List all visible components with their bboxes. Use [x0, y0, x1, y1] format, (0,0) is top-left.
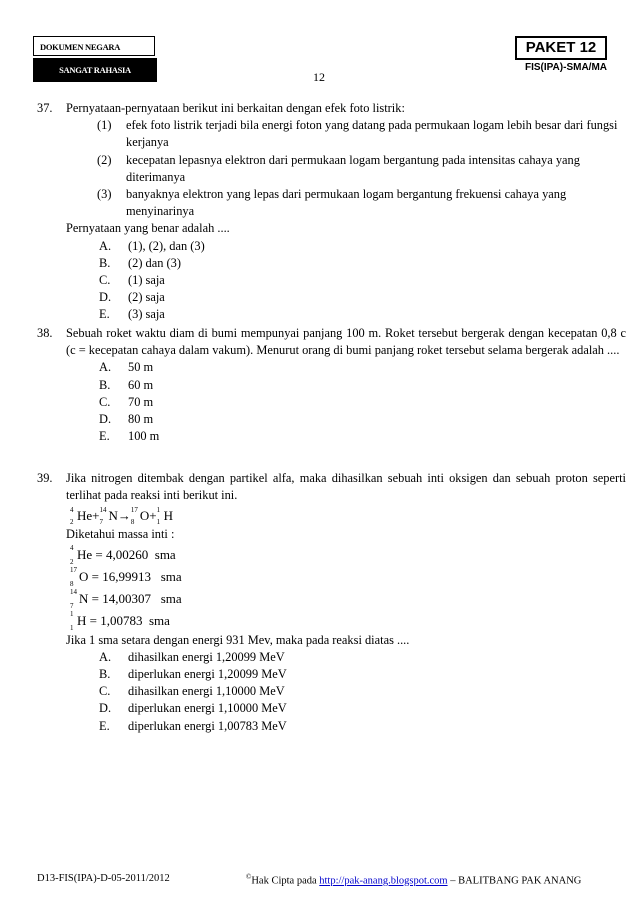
- atomic-number: 8: [130, 518, 135, 527]
- mass-value: = 4,00260: [95, 546, 149, 562]
- element-symbol: N: [79, 590, 89, 606]
- element-symbol: N: [108, 508, 118, 524]
- option-text: dihasilkan energi 1,20099 MeV: [128, 649, 285, 664]
- mass-number: 1: [156, 506, 161, 515]
- blog-link[interactable]: http://pak-anang.blogspot.com: [319, 875, 448, 887]
- mass-number: 14: [70, 587, 77, 596]
- element-symbol: H: [163, 508, 174, 524]
- option-letter: C.: [99, 684, 111, 699]
- mass-intro: Diketahui massa inti :: [66, 527, 175, 542]
- nuclide-he: [70, 544, 92, 566]
- element-symbol: O: [79, 568, 89, 584]
- atomic-number: 8: [70, 579, 74, 588]
- header-dokumen-negara: DOKUMEN NEGARA: [33, 36, 155, 56]
- atomic-number: 2: [70, 518, 74, 527]
- mass-number: 1: [70, 609, 74, 618]
- copyright-text: Hak Cipta pada: [251, 875, 317, 887]
- option-d: [66, 411, 626, 428]
- statement-1: [66, 117, 626, 151]
- option-b: [66, 377, 626, 394]
- option-b: [66, 255, 626, 272]
- reaction-arrow: →: [117, 508, 131, 524]
- option-d: [66, 700, 626, 717]
- statement-text: banyaknya elektron yang lepas dari permukaan logam bergantung frekuensi cahaya yang menyinarinya: [126, 187, 567, 219]
- option-letter: E.: [99, 307, 110, 322]
- option-text: (2) saja: [128, 290, 165, 305]
- option-letter: E.: [99, 429, 110, 444]
- mass-row-o: [66, 566, 626, 588]
- header-sangat-rahasia: SANGAT RAHASIA: [33, 58, 157, 82]
- question-text: Pernyataan-pernyataan berikut ini berkaitan dengan efek foto listrik:: [66, 101, 405, 115]
- statement-text: kecepatan lepasnya elektron dari permukaan logam bergantung pada intensitas cahaya yang diterimanya: [126, 152, 580, 184]
- mass-value: = 1,00783: [89, 612, 143, 628]
- mass-value: = 16,99913: [91, 568, 151, 584]
- option-letter: D.: [99, 412, 112, 427]
- option-text: diperlukan energi 1,10000 MeV: [128, 701, 287, 716]
- nuclide-he: [70, 506, 92, 526]
- option-text: diperlukan energi 1,00783 MeV: [128, 718, 287, 733]
- subject-code: FIS(IPA)-SMA/MA: [524, 62, 607, 73]
- element-symbol: O: [139, 508, 150, 524]
- option-a: [66, 359, 626, 376]
- atomic-number: 7: [70, 601, 74, 610]
- mass-number: 17: [70, 565, 77, 574]
- option-letter: B.: [99, 377, 111, 392]
- question-prompt: Pernyataan yang benar adalah ....: [66, 221, 230, 236]
- mass-number: 4: [70, 543, 74, 552]
- question-number: 38.: [37, 326, 53, 340]
- option-a: [66, 238, 626, 255]
- option-letter: A.: [99, 649, 112, 664]
- atomic-number: 2: [70, 557, 74, 566]
- nuclide-h: [157, 506, 173, 526]
- option-text: 80 m: [128, 412, 154, 427]
- nuclide-n: [100, 506, 118, 526]
- mass-row-he: [66, 544, 626, 566]
- plus-sign: +: [92, 508, 100, 524]
- mass-row-n: [66, 588, 626, 610]
- option-e: [66, 718, 626, 735]
- question-text: Jika nitrogen ditembak dengan partikel alfa, maka dihasilkan sebuah inti oksigen dan sebuah proton seperti terlihat pada reaksi inti berikut ini.: [66, 471, 626, 503]
- nuclide-n: [70, 588, 88, 610]
- question-prompt: Jika 1 sma setara dengan energi 931 Mev, maka pada reaksi diatas ....: [66, 632, 410, 647]
- option-letter: A.: [99, 238, 112, 253]
- page-number: 12: [313, 70, 325, 84]
- statement-3: [66, 186, 626, 220]
- option-e: [66, 306, 626, 323]
- mass-row-h: [66, 610, 626, 632]
- option-text: (3) saja: [128, 307, 165, 322]
- mass-number: 4: [70, 506, 74, 515]
- option-letter: D.: [99, 290, 112, 305]
- mass-unit: sma: [148, 612, 170, 628]
- copyright-symbol: ©: [246, 873, 252, 881]
- option-letter: A.: [99, 360, 112, 375]
- option-text: 70 m: [128, 394, 154, 409]
- document-code: D13-FIS(IPA)-D-05-2011/2012: [37, 873, 170, 884]
- mass-number: 17: [130, 506, 138, 515]
- option-letter: E.: [99, 718, 110, 733]
- atomic-number: 7: [99, 518, 104, 527]
- option-a: [66, 649, 626, 666]
- mass-value: = 14,00307: [91, 590, 151, 606]
- mass-unit: sma: [154, 546, 176, 562]
- option-letter: C.: [99, 394, 111, 409]
- statement-number: (2): [97, 152, 112, 167]
- mass-unit: sma: [160, 590, 182, 606]
- option-c: [66, 394, 626, 411]
- option-text: (1), (2), dan (3): [128, 238, 205, 253]
- option-e: [66, 428, 626, 445]
- option-text: (1) saja: [128, 273, 165, 288]
- plus-sign: +: [149, 508, 157, 524]
- question-number: 39.: [37, 471, 53, 485]
- copyright-suffix: – BALITBANG PAK ANANG: [450, 875, 582, 887]
- element-symbol: He: [77, 546, 93, 562]
- mass-unit: sma: [160, 568, 182, 584]
- element-symbol: H: [77, 612, 87, 628]
- option-letter: C.: [99, 273, 111, 288]
- option-text: dihasilkan energi 1,10000 MeV: [128, 684, 285, 699]
- option-b: [66, 666, 626, 683]
- option-text: (2) dan (3): [128, 255, 181, 270]
- option-letter: B.: [99, 255, 111, 270]
- option-text: 100 m: [128, 429, 160, 444]
- statement-text: efek foto listrik terjadi bila energi foton yang datang pada permukaan logam lebih besar dari fungsi kerjanya: [126, 118, 618, 150]
- statement-number: (1): [97, 118, 112, 133]
- option-letter: D.: [99, 701, 112, 716]
- nuclide-o: [70, 566, 88, 588]
- mass-number: 14: [99, 506, 107, 515]
- nuclide-h: [70, 610, 86, 632]
- option-d: [66, 289, 626, 306]
- package-badge: PAKET 12: [515, 36, 607, 60]
- element-symbol: He: [77, 508, 93, 524]
- nuclear-reaction: [66, 506, 626, 526]
- statement-number: (3): [97, 187, 112, 202]
- option-c: [66, 683, 626, 700]
- copyright-line: [246, 873, 581, 887]
- option-text: 60 m: [128, 377, 154, 392]
- question-number: 37.: [37, 101, 53, 115]
- option-c: [66, 272, 626, 289]
- atomic-number: 1: [70, 623, 74, 632]
- option-text: diperlukan energi 1,20099 MeV: [128, 667, 287, 682]
- statement-2: [66, 152, 626, 186]
- option-letter: B.: [99, 667, 111, 682]
- atomic-number: 1: [156, 518, 161, 527]
- option-text: 50 m: [128, 360, 154, 375]
- nuclide-o: [131, 506, 149, 526]
- question-text: Sebuah roket waktu diam di bumi mempunyai panjang 100 m. Roket tersebut bergerak dengan kecepatan 0,8 c (c = kecepatan cahaya dalam vakum). Menurut orang di bumi panjang roket tersebut selama bergerak adalah ....: [66, 326, 626, 358]
